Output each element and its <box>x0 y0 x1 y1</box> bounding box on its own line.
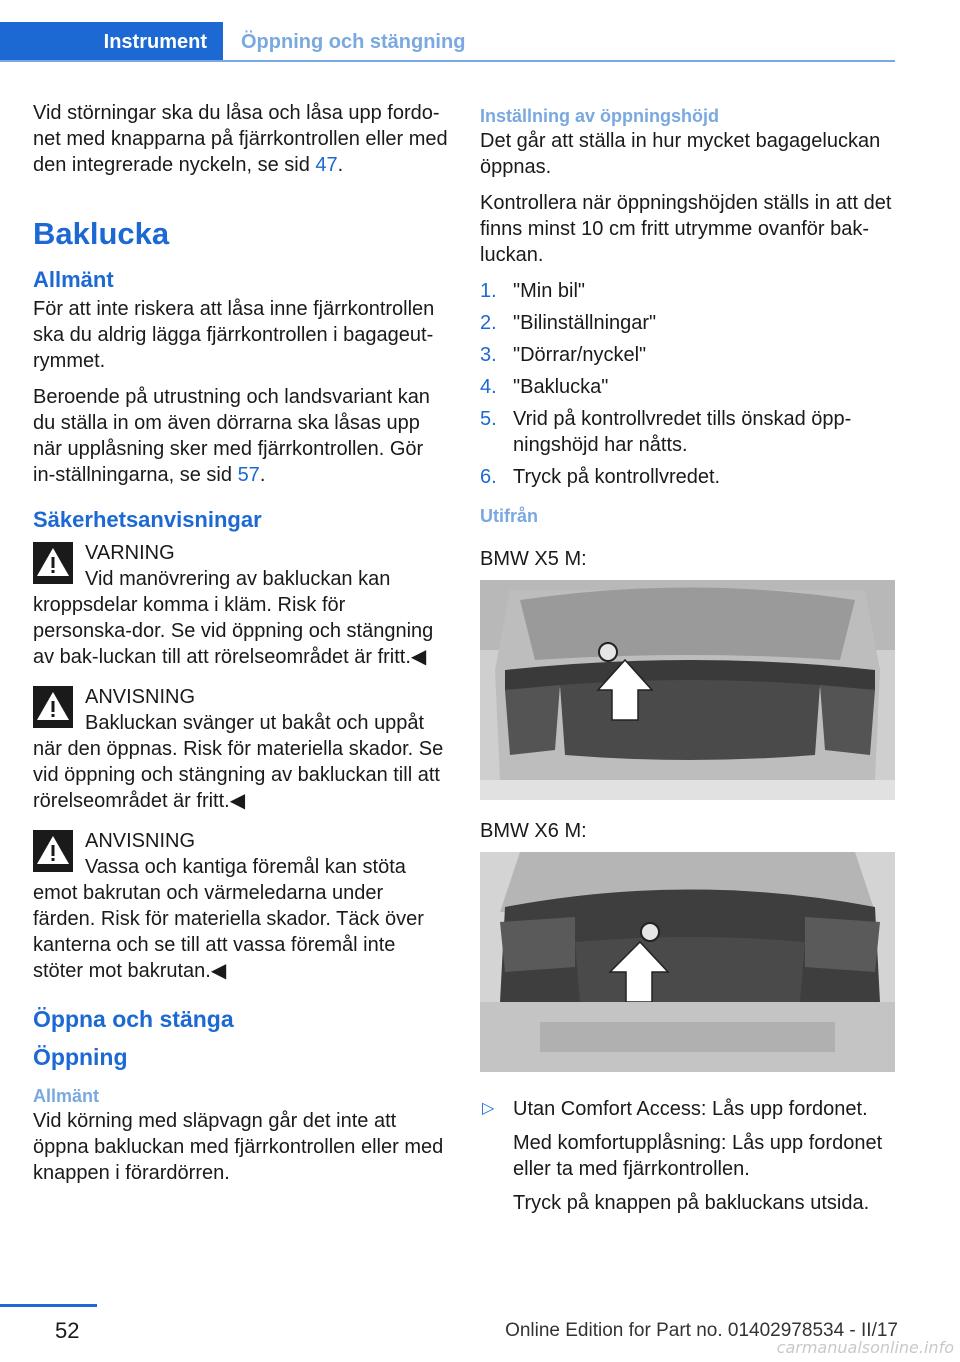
allmant-paragraph-2 <box>33 384 448 488</box>
notice-body: Vassa och kantiga föremål kan stöta emot bakrutan och värmeledarna under färden. Risk för materiella skador. Täck över kanterna och se till att vassa föremål inte stöter mot bakrutan.◀ <box>33 856 424 982</box>
heading-oppning-allmant: Allmänt <box>33 1086 100 1106</box>
edition-text: Online Edition for Part no. 01402978534 - II/17 <box>505 1320 898 1341</box>
step-number: 6. <box>480 466 497 488</box>
tab-oppning-och-stangning[interactable]: Öppning och stängning <box>241 30 466 53</box>
heading-oppna-och-stanga: Öppna och stänga <box>33 1006 234 1032</box>
notice-text <box>33 566 448 670</box>
steps-list <box>480 278 895 490</box>
warning-icon <box>33 542 73 584</box>
list-item <box>480 464 895 490</box>
watermark: carmanualsonline.info <box>776 1338 954 1357</box>
x5-tailgate-illustration <box>480 580 895 800</box>
x6-tailgate-illustration <box>480 852 895 1072</box>
step-number: 2. <box>480 312 497 334</box>
list-item <box>480 406 895 458</box>
right-column <box>480 104 895 1224</box>
notice-label: ANVISNING <box>85 830 196 852</box>
heading-oppning: Öppning <box>33 1044 128 1070</box>
left-column <box>33 100 448 1196</box>
footer-rule <box>0 1304 97 1307</box>
intro-end: . <box>337 154 344 176</box>
step-text: "Baklucka" <box>513 376 609 398</box>
bullet-line: Tryck på knappen på bakluckans utsida. <box>513 1192 870 1214</box>
section-title-baklucka: Baklucka <box>33 216 170 251</box>
page-number: 52 <box>55 1318 80 1343</box>
step-number: 5. <box>480 408 497 430</box>
step-text: "Dörrar/nyckel" <box>513 344 647 366</box>
allmant-paragraph-1: För att inte riskera att låsa inne fjärrkontrollen ska du aldrig lägga fjärrkontrollen i bagageut-rymmet. <box>33 298 435 372</box>
open-instructions <box>480 1096 895 1216</box>
notice-label: VARNING <box>85 542 175 564</box>
heading-allmant: Allmänt <box>33 267 114 292</box>
x6-label: BMW X6 M: <box>480 820 587 842</box>
x5-label: BMW X5 M: <box>480 548 587 570</box>
header-tabbar <box>0 22 895 62</box>
allmant-p2-text: Beroende på utrustning och landsvariant kan du ställa in om även dörrarna ska låsas upp när upplåsning sker med fjärrkontrollen. Gör in-ställningarna, se sid <box>33 386 430 486</box>
intro-page-link[interactable]: 47 <box>315 154 338 176</box>
installning-paragraph-1: Det går att ställa in hur mycket bagageluckan öppnas. <box>480 130 881 178</box>
intro-paragraph <box>33 100 448 178</box>
notice-anvisning-2 <box>33 828 448 984</box>
step-number: 4. <box>480 376 497 398</box>
step-text: Tryck på kontrollvredet. <box>513 466 721 488</box>
list-item <box>480 310 895 336</box>
bullet-line: Utan Comfort Access: Lås upp fordonet. <box>513 1098 868 1120</box>
oppning-paragraph: Vid körning med släpvagn går det inte att öppna bakluckan med fjärrkontrollen eller med knappen i förardörren. <box>33 1110 444 1184</box>
notice-varning <box>33 540 448 670</box>
intro-text: Vid störningar ska du låsa och låsa upp fordo-net med knapparna på fjärrkontrollen eller med den integrerade nyckeln, se sid <box>33 102 448 176</box>
warning-icon <box>33 830 73 872</box>
warning-icon <box>33 686 73 728</box>
tab-underline <box>0 60 895 62</box>
step-number: 3. <box>480 344 497 366</box>
heading-installning: Inställning av öppningshöjd <box>480 106 719 126</box>
step-text: "Bilinställningar" <box>513 312 657 334</box>
notice-anvisning-1 <box>33 684 448 814</box>
step-text: Vrid på kontrollvredet tills önskad öpp-ningshöjd har nåtts. <box>513 408 852 456</box>
notice-text <box>33 854 448 984</box>
notice-label: ANVISNING <box>85 686 196 708</box>
notice-body: Vid manövrering av bakluckan kan kroppsdelar komma i kläm. Risk för personska-dor. Se vid öppning och stängning av bak-luckan till att rörelseområdet är fritt.◀ <box>33 568 434 668</box>
tab-instrument[interactable]: Instrument <box>0 22 223 62</box>
triangle-bullet-icon: ▷ <box>482 1100 495 1117</box>
notice-body: Bakluckan svänger ut bakåt och uppåt när den öppnas. Risk för materiella skador. Se vid öppning och stängning av bakluckan till att rörelseområdet är fritt.◀ <box>33 712 444 812</box>
allmant-page-link[interactable]: 57 <box>237 464 260 486</box>
notice-text <box>33 710 448 814</box>
heading-utifran: Utifrån <box>480 506 538 526</box>
list-item <box>480 342 895 368</box>
list-item <box>480 374 895 400</box>
allmant-p2-end: . <box>259 464 266 486</box>
step-text: "Min bil" <box>513 280 585 302</box>
bullet-line: Med komfortupplåsning: Lås upp fordonet eller ta med fjärrkontrollen. <box>513 1132 883 1180</box>
step-number: 1. <box>480 280 497 302</box>
installning-paragraph-2: Kontrollera när öppningshöjden ställs in att det finns minst 10 cm fritt utrymme ovanför bak-luckan. <box>480 192 892 266</box>
list-item <box>480 278 895 304</box>
heading-sakerhetsanvisningar: Säkerhetsanvisningar <box>33 507 262 532</box>
